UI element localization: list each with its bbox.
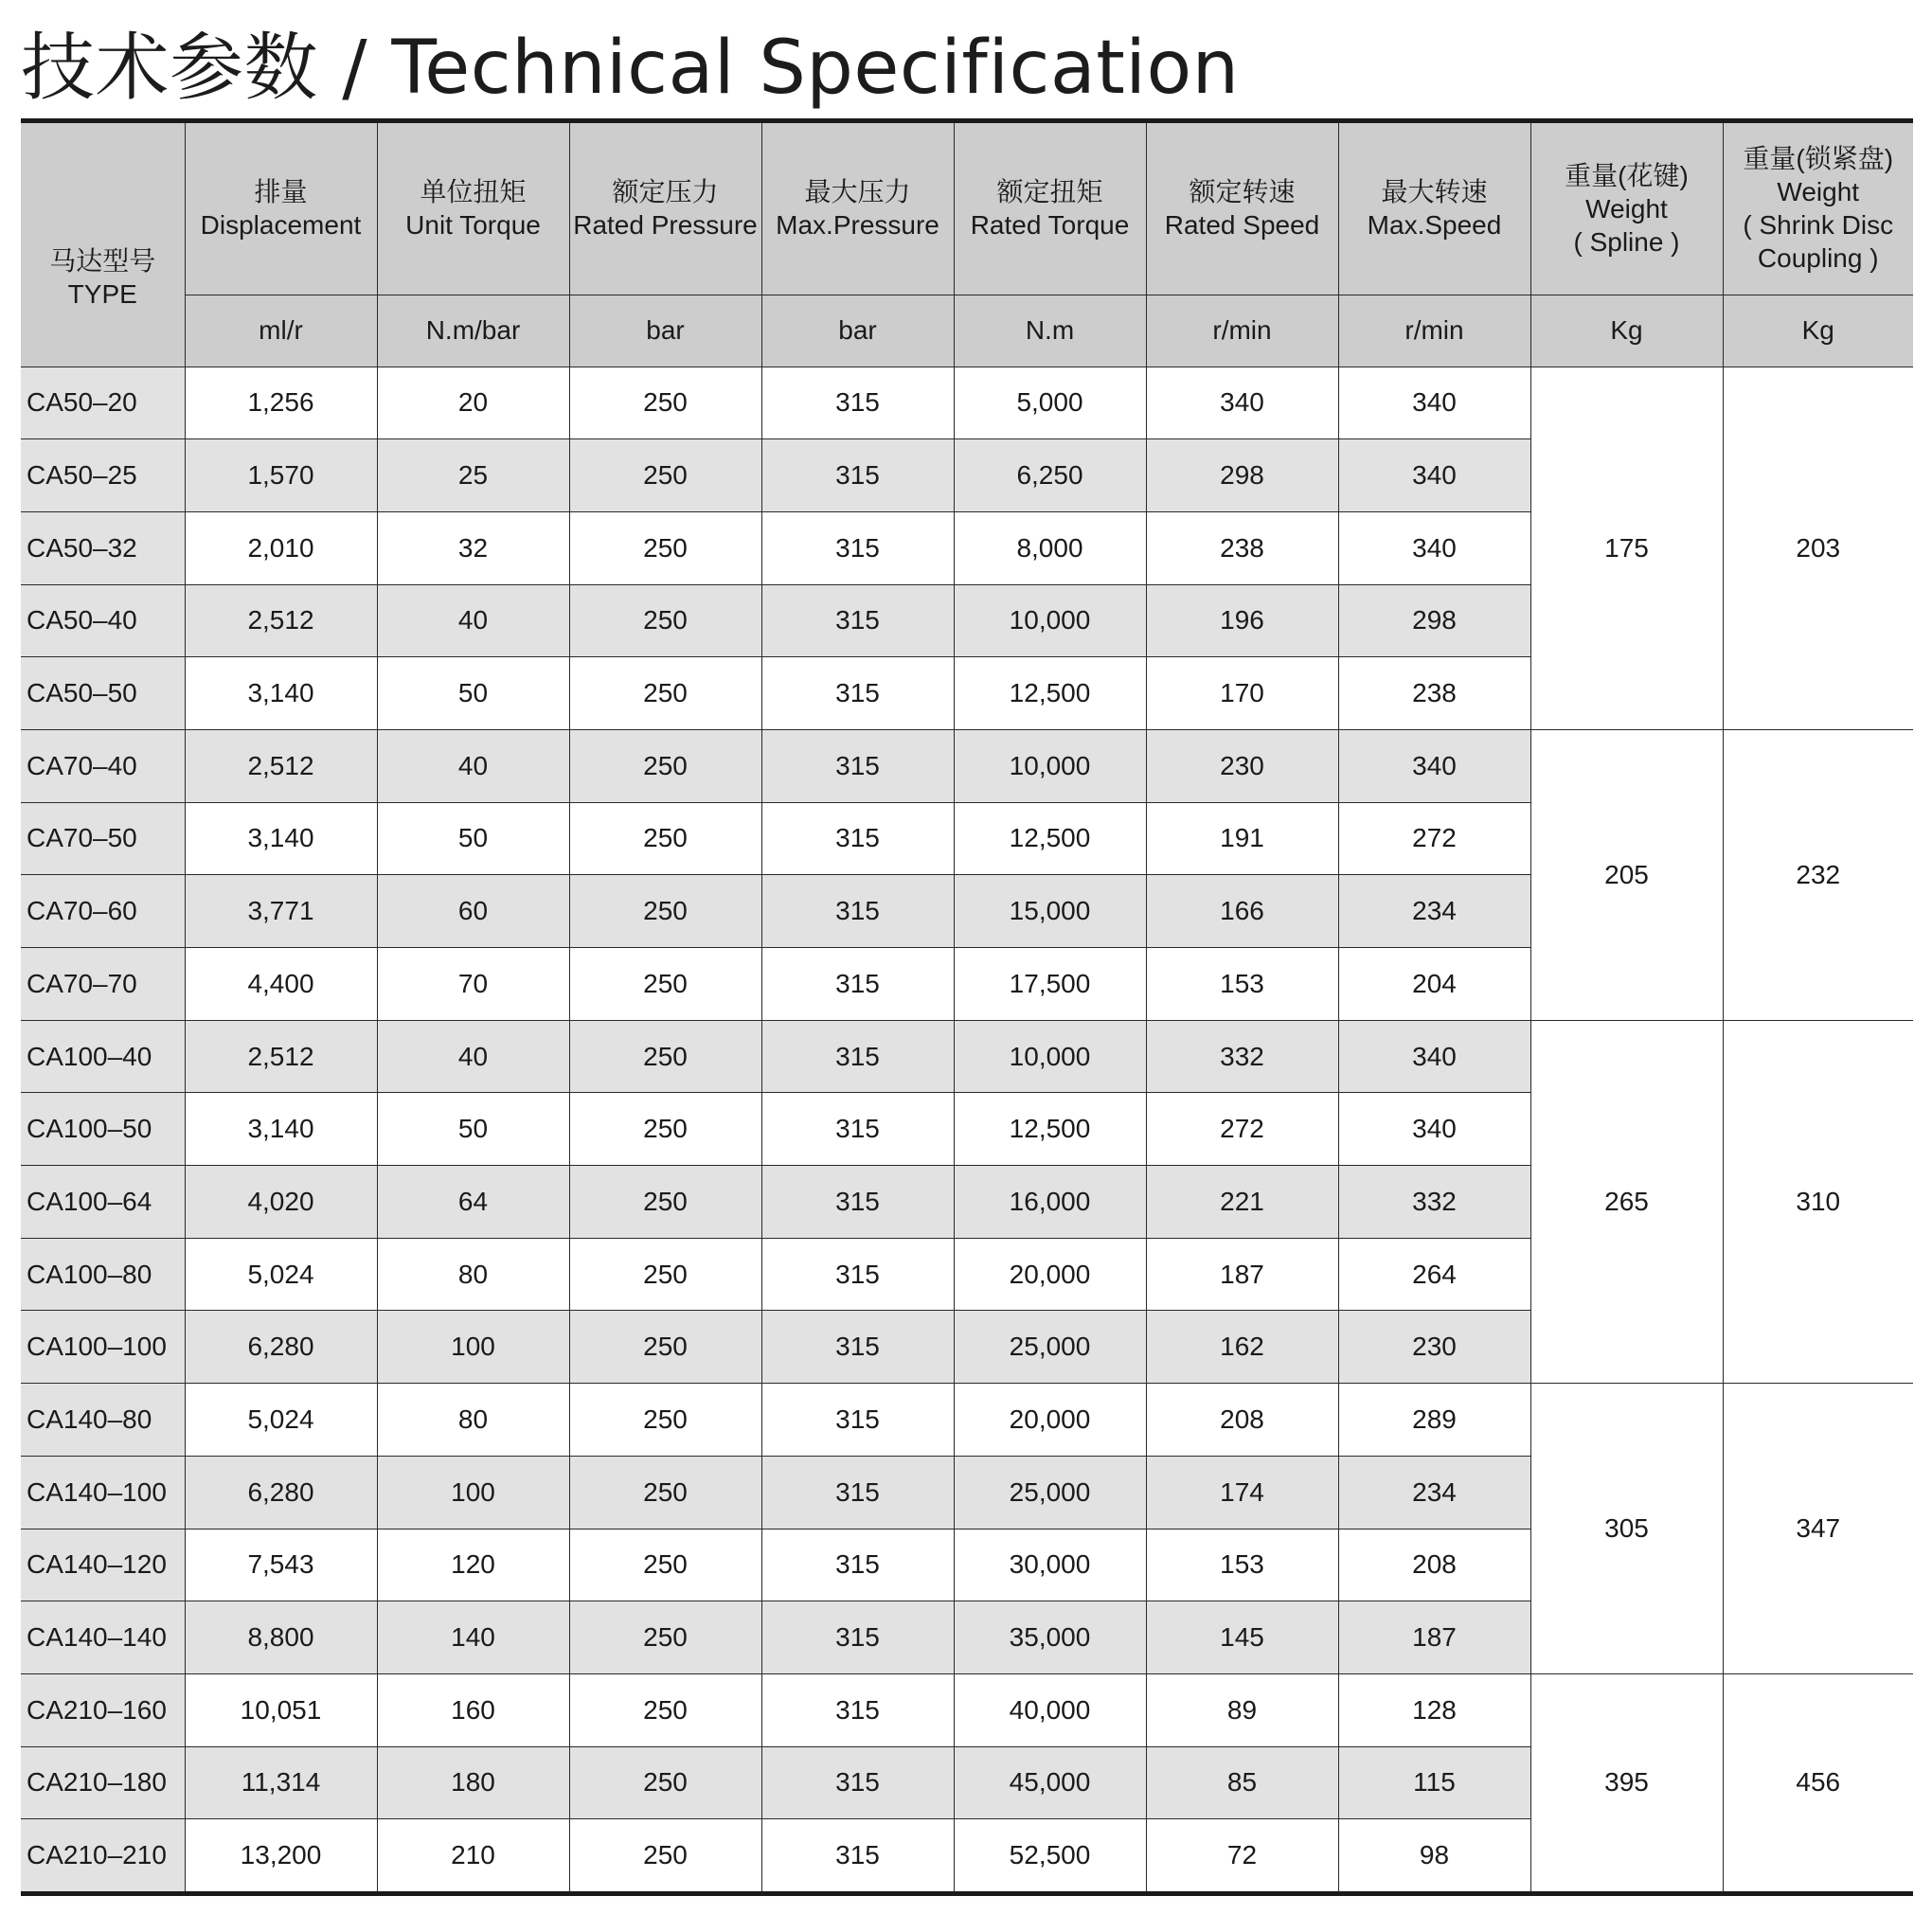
value-cell: 315 [761, 802, 954, 875]
value-cell: 208 [1338, 1529, 1530, 1601]
value-cell: 25,000 [954, 1456, 1146, 1529]
type-cell: CA100–40 [21, 1020, 185, 1093]
value-cell: 298 [1338, 584, 1530, 657]
value-cell: 250 [569, 802, 761, 875]
value-cell: 5,024 [185, 1238, 377, 1311]
value-cell: 140 [377, 1601, 569, 1674]
value-cell: 210 [377, 1819, 569, 1892]
value-cell: 3,140 [185, 802, 377, 875]
unit-max-pressure: bar [761, 295, 954, 367]
type-cell: CA70–50 [21, 802, 185, 875]
table-row [21, 1673, 1913, 1746]
col-header-sub: ( Spline ) [1573, 226, 1680, 257]
col-header-sub: Coupling ) [1757, 243, 1879, 274]
col-header-sub: ( Shrink Disc [1743, 210, 1894, 241]
value-cell: 315 [761, 1456, 954, 1529]
value-cell: 64 [377, 1166, 569, 1239]
value-cell: 89 [1146, 1673, 1338, 1746]
value-cell: 8,000 [954, 511, 1146, 584]
value-cell: 298 [1146, 439, 1338, 512]
unit-weight-shrink-disc: Kg [1723, 295, 1913, 367]
col-header-en: Weight [1585, 193, 1668, 224]
value-cell: 250 [569, 1673, 761, 1746]
type-header-en: TYPE [67, 279, 137, 310]
value-cell: 180 [377, 1746, 569, 1819]
value-cell: 15,000 [954, 875, 1146, 948]
value-cell: 315 [761, 1020, 954, 1093]
bottom-rule [21, 1891, 1913, 1896]
value-cell: 70 [377, 948, 569, 1021]
col-header-max-speed [1338, 123, 1530, 295]
value-cell: 128 [1338, 1673, 1530, 1746]
col-header-en: Unit Torque [405, 210, 541, 241]
value-cell: 187 [1146, 1238, 1338, 1311]
value-cell: 170 [1146, 657, 1338, 730]
value-cell: 166 [1146, 875, 1338, 948]
type-cell: CA140–140 [21, 1601, 185, 1674]
type-cell: CA50–40 [21, 584, 185, 657]
value-cell: 10,051 [185, 1673, 377, 1746]
value-cell: 250 [569, 584, 761, 657]
value-cell: 250 [569, 1819, 761, 1892]
col-header-en: Max.Speed [1367, 210, 1502, 241]
value-cell: 11,314 [185, 1746, 377, 1819]
value-cell: 12,500 [954, 657, 1146, 730]
col-header-rated-pressure [569, 123, 761, 295]
value-cell: 30,000 [954, 1529, 1146, 1601]
value-cell: 4,020 [185, 1166, 377, 1239]
value-cell: 6,250 [954, 439, 1146, 512]
value-cell: 174 [1146, 1456, 1338, 1529]
value-cell: 40,000 [954, 1673, 1146, 1746]
value-cell: 16,000 [954, 1166, 1146, 1239]
type-header-cn: 马达型号 [49, 246, 156, 277]
type-cell: CA70–70 [21, 948, 185, 1021]
value-cell: 162 [1146, 1311, 1338, 1384]
value-cell: 196 [1146, 584, 1338, 657]
value-cell: 340 [1338, 367, 1530, 439]
value-cell: 20,000 [954, 1384, 1146, 1457]
col-header-cn: 最大压力 [804, 177, 911, 207]
unit-rated-speed: r/min [1146, 295, 1338, 367]
value-cell: 25,000 [954, 1311, 1146, 1384]
value-cell: 230 [1146, 729, 1338, 802]
header-row [21, 123, 1913, 295]
col-header-cn: 重量(花键) [1565, 160, 1689, 190]
unit-weight-spline: Kg [1530, 295, 1723, 367]
unit-rated-torque: N.m [954, 295, 1146, 367]
col-header-cn: 重量(锁紧盘) [1743, 144, 1894, 174]
value-cell: 2,512 [185, 584, 377, 657]
value-cell: 153 [1146, 1529, 1338, 1601]
table-row [21, 729, 1913, 802]
value-cell: 315 [761, 657, 954, 730]
value-cell: 120 [377, 1529, 569, 1601]
value-cell: 340 [1338, 729, 1530, 802]
type-cell: CA100–64 [21, 1166, 185, 1239]
value-cell: 250 [569, 1166, 761, 1239]
value-cell: 191 [1146, 802, 1338, 875]
value-cell: 50 [377, 657, 569, 730]
value-cell: 272 [1146, 1093, 1338, 1166]
col-header-weight-shrink-disc [1723, 123, 1913, 295]
value-cell: 315 [761, 1529, 954, 1601]
value-cell: 250 [569, 657, 761, 730]
type-cell: CA210–160 [21, 1673, 185, 1746]
value-cell: 2,512 [185, 1020, 377, 1093]
weight-spline-cell: 265 [1530, 1020, 1723, 1383]
value-cell: 250 [569, 511, 761, 584]
weight-spline-cell: 175 [1530, 367, 1723, 729]
weight-spline-cell: 305 [1530, 1384, 1723, 1674]
value-cell: 250 [569, 1601, 761, 1674]
value-cell: 115 [1338, 1746, 1530, 1819]
weight-shrink-disc-cell: 347 [1723, 1384, 1913, 1674]
value-cell: 3,140 [185, 1093, 377, 1166]
table-row [21, 367, 1913, 439]
value-cell: 264 [1338, 1238, 1530, 1311]
value-cell: 250 [569, 439, 761, 512]
value-cell: 238 [1338, 657, 1530, 730]
value-cell: 250 [569, 1238, 761, 1311]
type-cell: CA70–40 [21, 729, 185, 802]
value-cell: 6,280 [185, 1311, 377, 1384]
value-cell: 315 [761, 948, 954, 1021]
col-header-en: Displacement [200, 210, 362, 241]
value-cell: 32 [377, 511, 569, 584]
value-cell: 20 [377, 367, 569, 439]
type-cell: CA50–50 [21, 657, 185, 730]
value-cell: 221 [1146, 1166, 1338, 1239]
value-cell: 315 [761, 1384, 954, 1457]
type-cell: CA140–120 [21, 1529, 185, 1601]
type-cell: CA210–210 [21, 1819, 185, 1892]
col-header-cn: 额定压力 [612, 177, 719, 207]
value-cell: 40 [377, 1020, 569, 1093]
value-cell: 250 [569, 1020, 761, 1093]
type-cell: CA210–180 [21, 1746, 185, 1819]
value-cell: 2,512 [185, 729, 377, 802]
value-cell: 45,000 [954, 1746, 1146, 1819]
value-cell: 25 [377, 439, 569, 512]
col-header-weight-spline [1530, 123, 1723, 295]
value-cell: 187 [1338, 1601, 1530, 1674]
unit-unit-torque: N.m/bar [377, 295, 569, 367]
type-header [21, 123, 185, 367]
value-cell: 250 [569, 367, 761, 439]
type-cell: CA70–60 [21, 875, 185, 948]
value-cell: 10,000 [954, 1020, 1146, 1093]
value-cell: 250 [569, 1093, 761, 1166]
value-cell: 1,570 [185, 439, 377, 512]
weight-shrink-disc-cell: 203 [1723, 367, 1913, 729]
value-cell: 250 [569, 1746, 761, 1819]
col-header-en: Rated Speed [1164, 210, 1320, 241]
col-header-cn: 额定转速 [1189, 177, 1296, 207]
value-cell: 153 [1146, 948, 1338, 1021]
value-cell: 289 [1338, 1384, 1530, 1457]
value-cell: 315 [761, 439, 954, 512]
value-cell: 17,500 [954, 948, 1146, 1021]
type-cell: CA100–100 [21, 1311, 185, 1384]
value-cell: 5,000 [954, 367, 1146, 439]
value-cell: 10,000 [954, 729, 1146, 802]
spec-table [21, 123, 1913, 1892]
value-cell: 315 [761, 1238, 954, 1311]
type-cell: CA50–32 [21, 511, 185, 584]
value-cell: 250 [569, 1384, 761, 1457]
value-cell: 315 [761, 1746, 954, 1819]
value-cell: 332 [1146, 1020, 1338, 1093]
value-cell: 12,500 [954, 1093, 1146, 1166]
type-cell: CA100–80 [21, 1238, 185, 1311]
value-cell: 340 [1338, 1020, 1530, 1093]
unit-max-speed: r/min [1338, 295, 1530, 367]
value-cell: 315 [761, 584, 954, 657]
value-cell: 250 [569, 948, 761, 1021]
value-cell: 340 [1338, 1093, 1530, 1166]
value-cell: 340 [1338, 439, 1530, 512]
col-header-en: Rated Torque [970, 210, 1130, 241]
value-cell: 40 [377, 729, 569, 802]
value-cell: 315 [761, 729, 954, 802]
value-cell: 40 [377, 584, 569, 657]
col-header-cn: 单位扭矩 [420, 177, 527, 207]
value-cell: 315 [761, 511, 954, 584]
weight-shrink-disc-cell: 232 [1723, 729, 1913, 1020]
value-cell: 315 [761, 1673, 954, 1746]
type-cell: CA100–50 [21, 1093, 185, 1166]
col-header-unit-torque [377, 123, 569, 295]
page-title: 技术参数 / Technical Specification [21, 26, 1240, 111]
col-header-rated-torque [954, 123, 1146, 295]
value-cell: 315 [761, 1819, 954, 1892]
col-header-max-pressure [761, 123, 954, 295]
col-header-en: Rated Pressure [573, 210, 758, 241]
value-cell: 315 [761, 1166, 954, 1239]
table-row [21, 1020, 1913, 1093]
value-cell: 20,000 [954, 1238, 1146, 1311]
value-cell: 5,024 [185, 1384, 377, 1457]
value-cell: 234 [1338, 1456, 1530, 1529]
col-header-rated-speed [1146, 123, 1338, 295]
value-cell: 12,500 [954, 802, 1146, 875]
spec-table-body [21, 123, 1913, 1891]
value-cell: 80 [377, 1384, 569, 1457]
value-cell: 340 [1146, 367, 1338, 439]
value-cell: 2,010 [185, 511, 377, 584]
type-cell: CA50–20 [21, 367, 185, 439]
type-cell: CA140–100 [21, 1456, 185, 1529]
value-cell: 234 [1338, 875, 1530, 948]
type-cell: CA140–80 [21, 1384, 185, 1457]
value-cell: 250 [569, 1529, 761, 1601]
value-cell: 1,256 [185, 367, 377, 439]
value-cell: 100 [377, 1456, 569, 1529]
col-header-cn: 排量 [254, 177, 308, 207]
table-row [21, 1384, 1913, 1457]
value-cell: 8,800 [185, 1601, 377, 1674]
value-cell: 80 [377, 1238, 569, 1311]
value-cell: 272 [1338, 802, 1530, 875]
value-cell: 315 [761, 1601, 954, 1674]
value-cell: 160 [377, 1673, 569, 1746]
weight-shrink-disc-cell: 310 [1723, 1020, 1913, 1383]
value-cell: 72 [1146, 1819, 1338, 1892]
value-cell: 340 [1338, 511, 1530, 584]
value-cell: 60 [377, 875, 569, 948]
value-cell: 4,400 [185, 948, 377, 1021]
unit-displacement: ml/r [185, 295, 377, 367]
value-cell: 204 [1338, 948, 1530, 1021]
value-cell: 315 [761, 1093, 954, 1166]
col-header-cn: 最大转速 [1381, 177, 1488, 207]
value-cell: 3,771 [185, 875, 377, 948]
value-cell: 50 [377, 802, 569, 875]
value-cell: 230 [1338, 1311, 1530, 1384]
value-cell: 238 [1146, 511, 1338, 584]
value-cell: 98 [1338, 1819, 1530, 1892]
type-cell: CA50–25 [21, 439, 185, 512]
unit-row [21, 295, 1913, 367]
value-cell: 50 [377, 1093, 569, 1166]
col-header-en: Weight [1777, 177, 1860, 207]
value-cell: 315 [761, 1311, 954, 1384]
value-cell: 85 [1146, 1746, 1338, 1819]
value-cell: 35,000 [954, 1601, 1146, 1674]
value-cell: 250 [569, 1311, 761, 1384]
value-cell: 332 [1338, 1166, 1530, 1239]
unit-rated-pressure: bar [569, 295, 761, 367]
value-cell: 250 [569, 729, 761, 802]
value-cell: 6,280 [185, 1456, 377, 1529]
weight-spline-cell: 395 [1530, 1673, 1723, 1891]
value-cell: 10,000 [954, 584, 1146, 657]
value-cell: 145 [1146, 1601, 1338, 1674]
col-header-cn: 额定扭矩 [996, 177, 1103, 207]
col-header-en: Max.Pressure [776, 210, 939, 241]
value-cell: 250 [569, 875, 761, 948]
value-cell: 208 [1146, 1384, 1338, 1457]
weight-spline-cell: 205 [1530, 729, 1723, 1020]
value-cell: 315 [761, 367, 954, 439]
value-cell: 315 [761, 875, 954, 948]
value-cell: 52,500 [954, 1819, 1146, 1892]
value-cell: 100 [377, 1311, 569, 1384]
value-cell: 250 [569, 1456, 761, 1529]
weight-shrink-disc-cell: 456 [1723, 1673, 1913, 1891]
value-cell: 7,543 [185, 1529, 377, 1601]
col-header-displacement [185, 123, 377, 295]
value-cell: 13,200 [185, 1819, 377, 1892]
value-cell: 3,140 [185, 657, 377, 730]
